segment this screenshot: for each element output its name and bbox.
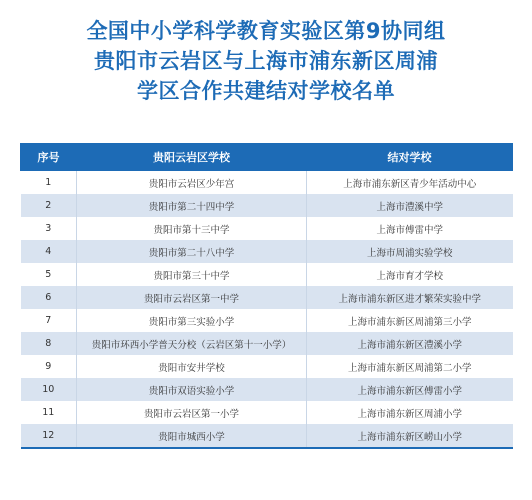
cell-paired-school: 上海市傅雷中学 xyxy=(307,217,513,240)
cell-number: 5 xyxy=(21,263,77,286)
header-guiyang-school: 贵阳云岩区学校 xyxy=(77,144,307,171)
cell-number: 8 xyxy=(21,332,77,355)
cell-guiyang-school: 贵阳市云岩区第一中学 xyxy=(77,286,307,309)
cell-paired-school: 上海市浦东新区澧溪小学 xyxy=(307,332,513,355)
table-row xyxy=(21,309,513,332)
table-header-row xyxy=(21,144,513,171)
cell-number: 3 xyxy=(21,217,77,240)
title-line-3: 学区合作共建结对学校名单 xyxy=(137,79,395,103)
cell-guiyang-school: 贵阳市第十三中学 xyxy=(77,217,307,240)
cell-guiyang-school: 贵阳市安井学校 xyxy=(77,355,307,378)
cell-paired-school: 上海市澧溪中学 xyxy=(307,194,513,217)
table-row xyxy=(21,194,513,217)
cell-guiyang-school: 贵阳市第二十八中学 xyxy=(77,240,307,263)
cell-paired-school: 上海市浦东新区崂山小学 xyxy=(307,424,513,448)
cell-paired-school: 上海市浦东新区周浦第二小学 xyxy=(307,355,513,378)
cell-guiyang-school: 贵阳市第二十四中学 xyxy=(77,194,307,217)
cell-number: 12 xyxy=(21,424,77,448)
cell-paired-school: 上海市周浦实验学校 xyxy=(307,240,513,263)
table-row xyxy=(21,424,513,448)
pairing-table xyxy=(20,143,513,449)
cell-number: 11 xyxy=(21,401,77,424)
table-row xyxy=(21,355,513,378)
cell-number: 4 xyxy=(21,240,77,263)
cell-number: 7 xyxy=(21,309,77,332)
cell-guiyang-school: 贵阳市云岩区第一小学 xyxy=(77,401,307,424)
cell-guiyang-school: 贵阳市第三实验小学 xyxy=(77,309,307,332)
cell-paired-school: 上海市育才学校 xyxy=(307,263,513,286)
table-row xyxy=(21,378,513,401)
cell-number: 10 xyxy=(21,378,77,401)
cell-guiyang-school: 贵阳市云岩区少年宫 xyxy=(77,171,307,195)
cell-paired-school: 上海市浦东新区周浦第三小学 xyxy=(307,309,513,332)
cell-number: 9 xyxy=(21,355,77,378)
document-title xyxy=(0,16,532,106)
cell-guiyang-school: 贵阳市第三十中学 xyxy=(77,263,307,286)
table-row xyxy=(21,217,513,240)
table-row xyxy=(21,240,513,263)
cell-guiyang-school: 贵阳市环西小学普天分校（云岩区第十一小学） xyxy=(77,332,307,355)
cell-number: 6 xyxy=(21,286,77,309)
cell-number: 1 xyxy=(21,171,77,195)
table-row xyxy=(21,171,513,195)
header-number: 序号 xyxy=(21,144,77,171)
cell-paired-school: 上海市浦东新区进才繁荣实验中学 xyxy=(307,286,513,309)
cell-guiyang-school: 贵阳市双语实验小学 xyxy=(77,378,307,401)
title-line-1: 全国中小学科学教育实验区第9协同组 xyxy=(86,19,446,43)
cell-paired-school: 上海市浦东新区周浦小学 xyxy=(307,401,513,424)
title-line-2: 贵阳市云岩区与上海市浦东新区周浦 xyxy=(94,49,438,73)
cell-number: 2 xyxy=(21,194,77,217)
table-row xyxy=(21,332,513,355)
table-body xyxy=(21,171,513,449)
table-row xyxy=(21,263,513,286)
table-row xyxy=(21,286,513,309)
cell-paired-school: 上海市浦东新区傅雷小学 xyxy=(307,378,513,401)
table-row xyxy=(21,401,513,424)
cell-paired-school: 上海市浦东新区青少年活动中心 xyxy=(307,171,513,195)
header-paired-school: 结对学校 xyxy=(307,144,513,171)
cell-guiyang-school: 贵阳市城西小学 xyxy=(77,424,307,448)
